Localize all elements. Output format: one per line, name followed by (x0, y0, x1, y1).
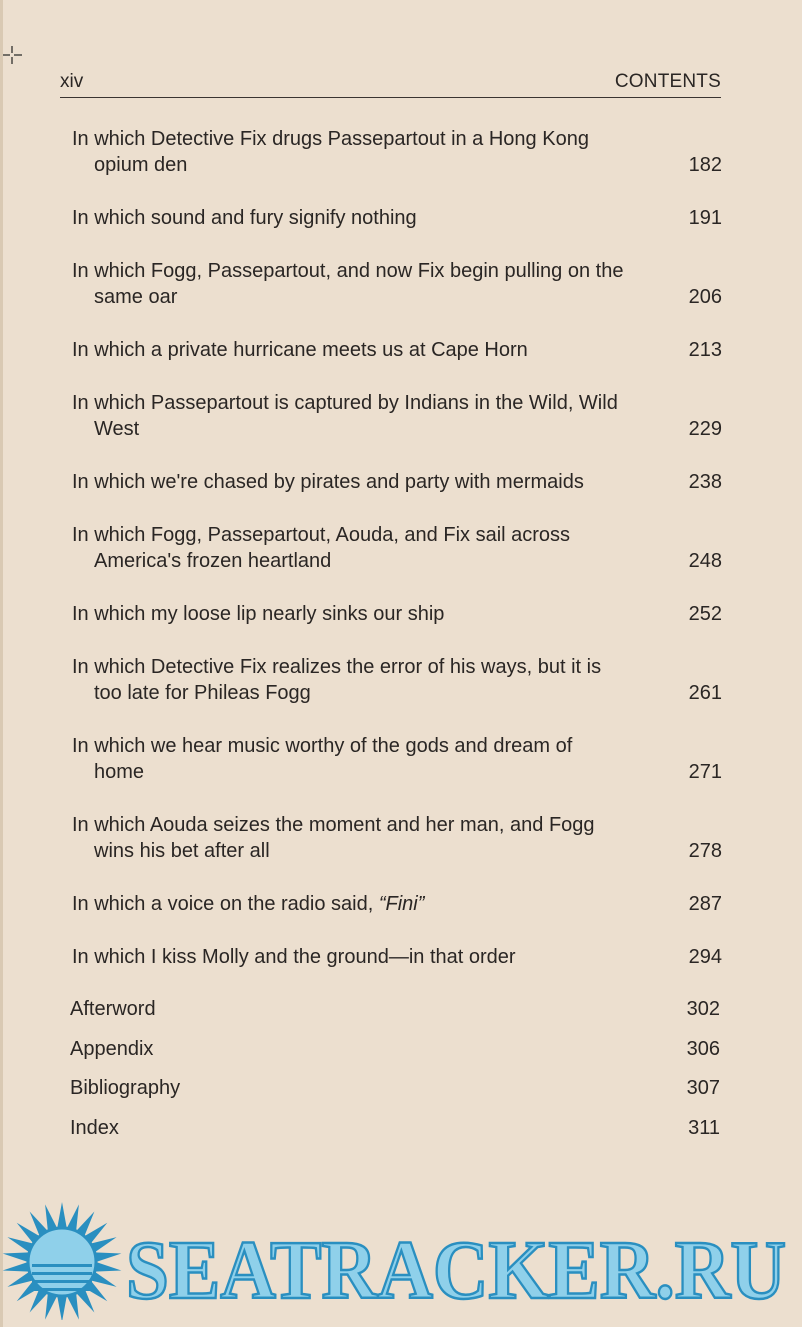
page-edge (0, 0, 3, 1327)
entry-title-continued: too late for Phileas Fogg (94, 682, 311, 704)
entry-title (72, 891, 722, 917)
toc-entry (72, 469, 722, 495)
entry-title: In which a private hurricane meets us at Cape Horn (72, 339, 528, 361)
back-matter-entry (70, 1075, 720, 1101)
entry-page: 252 (688, 603, 722, 625)
entry-page: 294 (688, 946, 722, 968)
toc-entry (72, 601, 722, 627)
entry-page: 261 (688, 682, 722, 704)
toc-entry (72, 258, 722, 310)
toc-entry (72, 812, 722, 864)
watermark-text: SEATRACKER.RU (126, 1224, 786, 1317)
entry-page: 229 (688, 418, 722, 440)
header-rule (60, 97, 721, 98)
entry-title-prefix: In which a voice on the radio said, (72, 893, 379, 915)
page-number: xiv (60, 71, 84, 92)
entry-page: 311 (688, 1117, 720, 1139)
entry-title: In which Fogg, Passepartout, and now Fix begin pulling on the (72, 260, 624, 282)
toc-entry (72, 390, 722, 442)
entry-title-continued: West (94, 418, 140, 440)
back-matter-label: Appendix (70, 1038, 154, 1060)
entry-page: 182 (688, 154, 722, 176)
back-matter-entry (70, 996, 720, 1022)
entry-title: In which my loose lip nearly sinks our ship (72, 603, 445, 625)
entry-title: In which Detective Fix realizes the error of his ways, but it is (72, 656, 602, 678)
crosshair-icon (2, 44, 26, 68)
entry-page: 238 (688, 471, 722, 493)
entry-title-continued: opium den (94, 154, 188, 176)
sun-icon (3, 1202, 122, 1320)
entry-page: 306 (686, 1038, 720, 1060)
toc-entry (72, 944, 722, 970)
entry-title: In which Passepartout is captured by Indians in the Wild, Wild (72, 392, 618, 414)
entry-page: 271 (688, 761, 722, 783)
entry-page: 248 (688, 550, 722, 572)
entry-title-continued: same oar (94, 286, 178, 308)
entry-title-continued: America's frozen heartland (94, 550, 332, 572)
entry-page: 287 (688, 893, 722, 915)
back-matter-entry (70, 1036, 720, 1062)
section-title: CONTENTS (614, 71, 721, 92)
back-matter-label: Bibliography (70, 1077, 181, 1099)
entry-title: In which sound and fury signify nothing (72, 207, 417, 229)
toc-entry (72, 733, 722, 785)
toc-entry (72, 654, 722, 706)
entry-page: 278 (688, 840, 722, 862)
entry-page: 302 (686, 998, 720, 1020)
entry-title: In which Aouda seizes the moment and her man, and Fogg (72, 814, 595, 836)
back-matter-entry (70, 1115, 720, 1141)
entry-title-quote: “Fini” (378, 893, 425, 915)
entry-title-continued: home (94, 761, 145, 783)
entry-title: In which I kiss Molly and the ground—in that order (72, 946, 516, 968)
toc-entry (72, 522, 722, 574)
entry-title: In which Detective Fix drugs Passepartout in a Hong Kong (72, 128, 589, 150)
toc-entry (72, 891, 722, 917)
back-matter-label: Afterword (70, 998, 156, 1020)
watermark (0, 1200, 802, 1320)
entry-title: In which Fogg, Passepartout, Aouda, and Fix sail across (72, 524, 571, 546)
entry-page: 307 (686, 1077, 720, 1099)
toc-entry (72, 205, 722, 231)
back-matter-label: Index (70, 1117, 119, 1139)
entry-page: 206 (688, 286, 722, 308)
entry-title-continued: wins his bet after all (94, 840, 270, 862)
entry-title: In which we're chased by pirates and party with mermaids (72, 471, 584, 493)
entry-page: 213 (688, 339, 722, 361)
toc-entry (72, 337, 722, 363)
entry-page: 191 (688, 207, 722, 229)
running-header (60, 71, 721, 93)
toc-entry (72, 126, 722, 178)
entry-title: In which we hear music worthy of the gods and dream of (72, 735, 573, 757)
